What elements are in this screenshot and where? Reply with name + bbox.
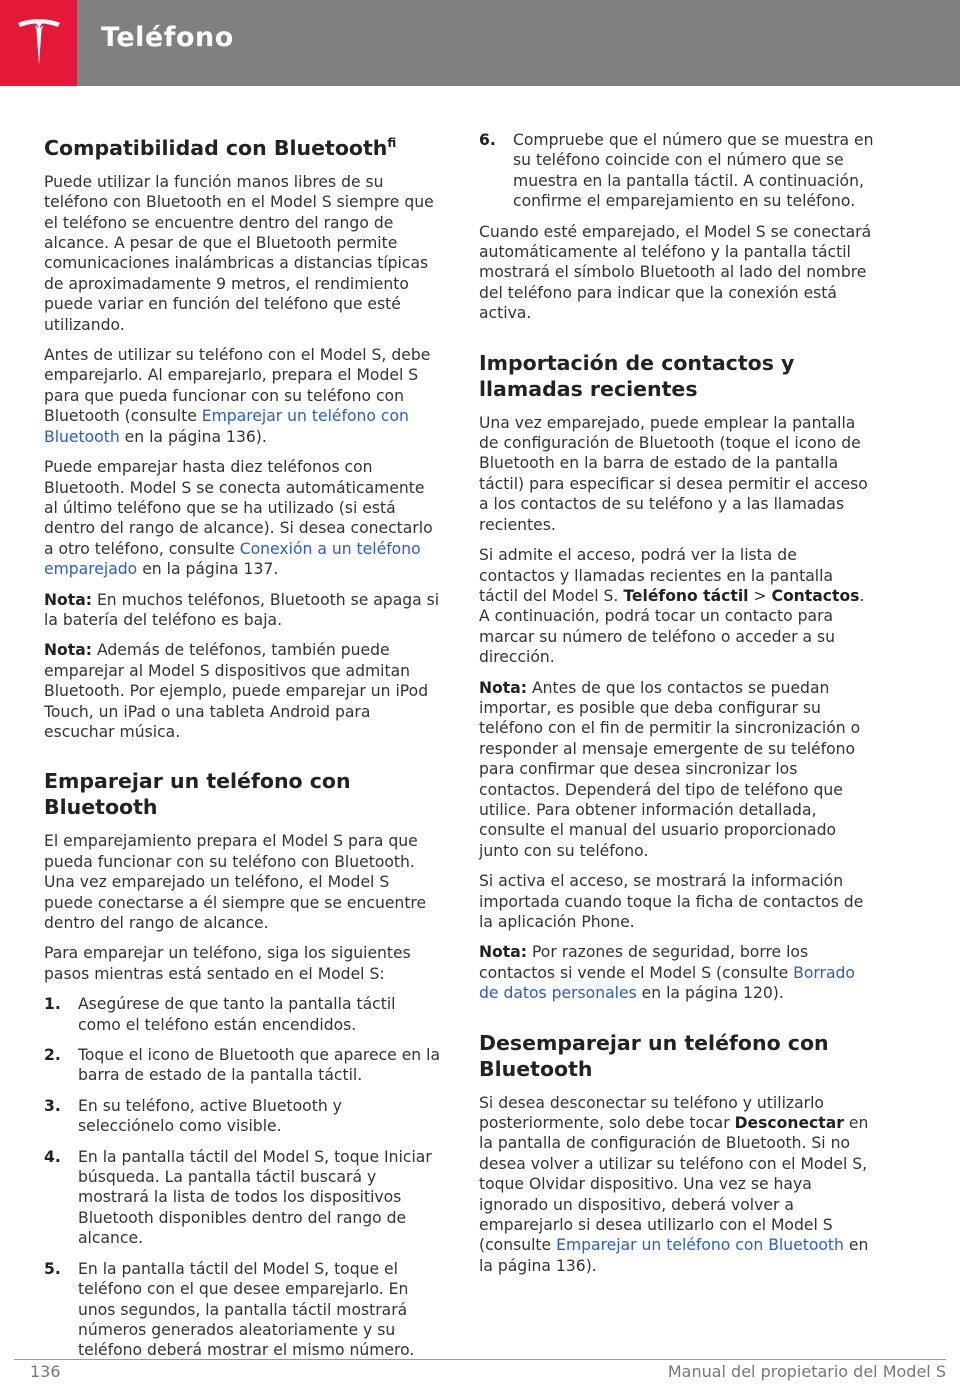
note: Nota: Por razones de seguridad, borre los contactos si vende el Model S (consulte Borrado de datos personales en la página 120).	[479, 943, 855, 1003]
paragraph: Para emparejar un teléfono, siga los siguientes pasos mientras está sentado en el Model S:	[44, 944, 411, 983]
list-item: 1. Asegúrese de que tanto la pantalla táctil como el teléfono están encendidos.	[44, 995, 396, 1034]
right-column	[479, 130, 875, 1286]
paragraph: El emparejamiento prepara el Model S para que pueda funcionar con su teléfono con Bluetooth. Una vez emparejado un teléfono, el Model S puede conectarse a él siempre que se encuentre dentro del rango de alcance.	[44, 832, 427, 933]
link-emparejar-telefono[interactable]: Emparejar un teléfono con Bluetooth	[44, 407, 409, 446]
left-column	[44, 130, 440, 1371]
list-item: 2. Toque el icono de Bluetooth que aparece en la barra de estado de la pantalla táctil.	[44, 1046, 441, 1085]
section-heading-unpair-phone: Desemparejar un teléfono con Bluetooth	[479, 1030, 829, 1081]
paragraph: Si activa el acceso, se mostrará la información importada cuando toque la ficha de contactos de la aplicación Phone.	[479, 872, 864, 931]
note: Nota: Antes de que los contactos se puedan importar, es posible que deba configurar su teléfono con el fin de permitir la sincronización o responder al mensaje emergente de su teléfono para confirmar que desea sincronizar los contactos. Dependerá del tipo de teléfono que utilice. Para obtener información detallada, consulte el manual del usuario proporcionado junto con su teléfono.	[479, 678, 861, 860]
section-heading-bluetooth-compat: Compatibilidad con Bluetooth$^{fi}$	[44, 135, 397, 160]
section-heading-pair-phone: Emparejar un teléfono con Bluetooth	[44, 769, 351, 820]
paragraph: Si desea desconectar su teléfono y utilizarlo posteriormente, solo debe tocar Desconectar en la pantalla de configuración de Bluetooth. Si no desea volver a utilizar su teléfono con el Model S, toque Olvidar dispositivo. Una vez se haya ignorado un dispositivo, deberá volver a emparejarlo si desea utilizarlo con el Model S (consulte Emparejar un teléfono con Bluetooth en la página 136).	[479, 1093, 869, 1275]
page-header	[0, 0, 960, 86]
paragraph: Antes de utilizar su teléfono con el Model S, debe emparejarlo. Al emparejarlo, prepara el Model S para que pueda funcionar con su teléfono con Bluetooth (consulte Emparejar un teléfono con Bluetooth en la página 136).	[44, 346, 431, 446]
paragraph: Si admite el acceso, podrá ver la lista de contactos y llamadas recientes en la pantalla táctil del Model S. Teléfono táctil > Contactos. A continuación, podrá tocar un contacto para marcar su número de teléfono o acceder a su dirección.	[479, 546, 865, 667]
page-title: Teléfono	[101, 22, 234, 53]
note: Nota: En muchos teléfonos, Bluetooth se apaga si la batería del teléfono es baja.	[44, 590, 440, 629]
list-item: 6. Compruebe que el número que se muestra en su teléfono coincide con el número que se muestra en la pantalla táctil. A continuación, confirme el emparejamiento en su teléfono.	[479, 131, 874, 211]
tesla-logo	[0, 0, 77, 86]
paragraph: Cuando esté emparejado, el Model S se conectará automáticamente al teléfono y la pantalla táctil mostrará el símbolo Bluetooth al lado del nombre del teléfono para indicar que la conexión está activa.	[479, 222, 872, 323]
section-heading-import-contacts: Importación de contactos y llamadas recientes	[479, 350, 795, 401]
link-conexion-telefono-emparejado[interactable]: Conexión a un teléfono emparejado	[44, 539, 421, 579]
list-item: 4. En la pantalla táctil del Model S, toque Iniciar búsqueda. La pantalla táctil buscará y mostrará la lista de todos los dispositivos Bluetooth disponibles dentro del rango de alcance.	[44, 1147, 432, 1248]
footer-divider	[14, 1359, 946, 1360]
paragraph: Puede emparejar hasta diez teléfonos con Bluetooth. Model S se conecta automáticamente al último teléfono que se ha utilizado (si está dentro del rango de alcance). Si desea conectarlo a otro teléfono, consulte Conexión a un teléfono emparejado en la página 137.	[44, 458, 433, 579]
note: Nota: Además de teléfonos, también puede emparejar al Model S dispositivos que admitan Bluetooth. Por ejemplo, puede emparejar un iPod Touch, un iPad o una tableta Android para escuchar música.	[44, 641, 429, 741]
paragraph: Puede utilizar la función manos libres de su teléfono con Bluetooth en el Model S siempre que el teléfono se encuentre dentro del rango de alcance. A pesar de que el Bluetooth permite comunicaciones inalámbricas a distancias típicas de aproximadamente 9 metros, el rendimiento puede variar en función del teléfono que esté utilizando.	[44, 172, 434, 334]
list-item: 3. En su teléfono, active Bluetooth y selecciónelo como visible.	[44, 1096, 342, 1136]
list-item: 5. En la pantalla táctil del Model S, toque el teléfono con el que desee emparejarlo. En unos segundos, la pantalla táctil mostrará números generados aleatoriamente y su teléfono deberá mostrar el mismo número.	[44, 1259, 415, 1360]
paragraph: Una vez emparejado, puede emplear la pantalla de configuración de Bluetooth (toque el icono de Bluetooth en la barra de estado de la pantalla táctil) para especificar si desea permitir el acceso a los contactos de su teléfono y a las llamadas recientes.	[479, 413, 868, 534]
tesla-logo-icon	[16, 17, 62, 69]
manual-title: Manual del propietario del Model S	[667, 1362, 946, 1381]
pairing-steps-continued	[479, 130, 875, 212]
page-number: 136	[30, 1362, 61, 1381]
pairing-steps	[44, 994, 440, 1361]
link-emparejar-telefono[interactable]: Emparejar un teléfono con Bluetooth	[556, 1236, 844, 1255]
link-borrado-datos[interactable]: Borrado de datos personales	[479, 963, 855, 1003]
